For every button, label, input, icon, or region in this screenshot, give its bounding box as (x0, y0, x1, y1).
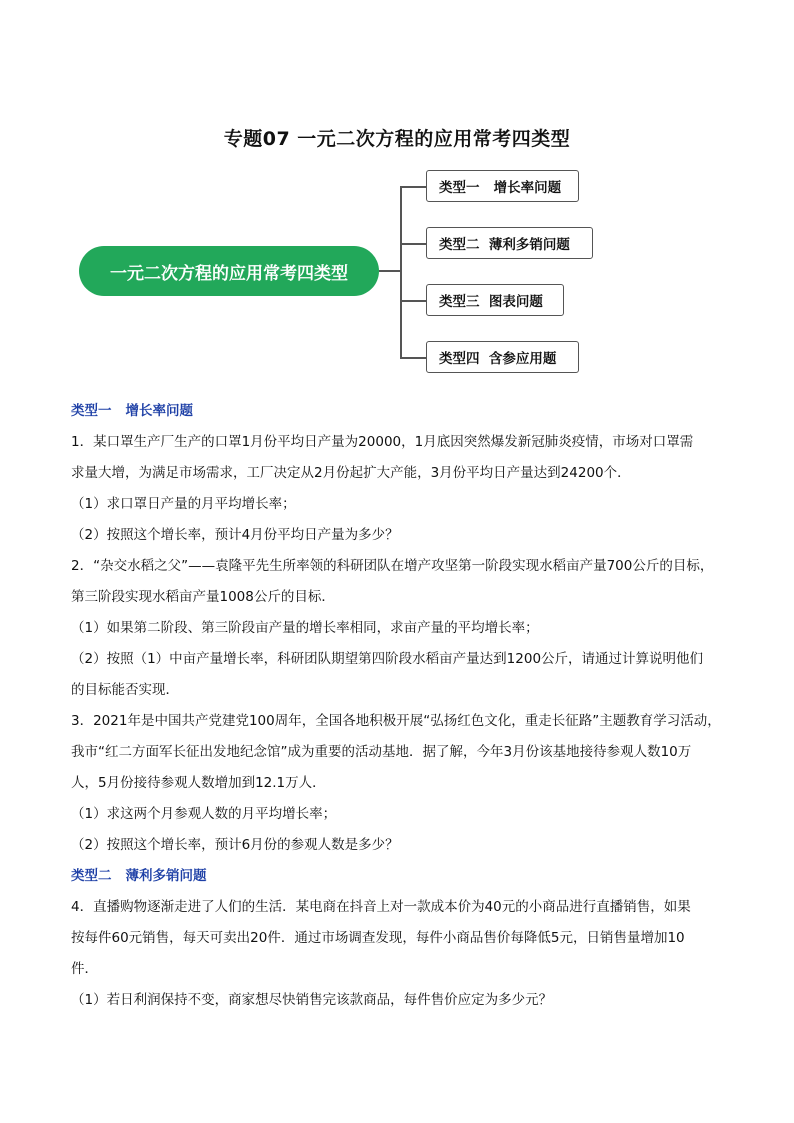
branch-type-2: 类型二 薄利多销问题 (426, 227, 593, 259)
text-line: 第三阶段实现水稻亩产量1008公斤的目标． (71, 589, 335, 605)
document-body (71, 396, 731, 1016)
connector-branch-1 (400, 186, 426, 188)
text-line: 3．2021年是中国共产党建党100周年，全国各地积极开展“弘扬红色文化，重走长征路”主题教育学习活动， (71, 713, 721, 729)
branch-type-3: 类型三 图表问题 (426, 284, 564, 316)
text-line: （2）按照这个增长率，预计6月份的参观人数是多少？ (71, 837, 399, 853)
branch-type-1: 类型一 增长率问题 (426, 170, 579, 202)
connector-branch-3 (400, 300, 426, 302)
text-line: 1．某口罩生产厂生产的口罩1月份平均日产量为20000，1月底因突然爆发新冠肺炎疫情，市场对口罩需 (71, 434, 694, 450)
text-line: 的目标能否实现． (71, 682, 179, 698)
text-line: （1）若日利润保持不变，商家想尽快销售完该款商品，每件售价应定为多少元？ (71, 992, 553, 1008)
text-line: （2）按照（1）中亩产量增长率，科研团队期望第四阶段水稻亩产量达到1200公斤，请通过计算说明他们 (71, 651, 704, 667)
text-line: 件． (71, 961, 98, 977)
page-title: 专题07 一元二次方程的应用常考四类型 (223, 128, 571, 150)
connector-trunk (400, 186, 402, 358)
mind-map (0, 160, 794, 385)
branch-type-4: 类型四 含参应用题 (426, 341, 579, 373)
text-line: 2．“杂交水稻之父”——袁隆平先生所率领的科研团队在增产攻坚第一阶段实现水稻亩产量700公斤的目标， (71, 558, 714, 574)
text-line: （2）按照这个增长率，预计4月份平均日产量为多少？ (71, 527, 399, 543)
connector-root (379, 270, 401, 272)
text-line: 求量大增，为满足市场需求，工厂决定从2月份起扩大产能，3月份平均日产量达到24200个． (71, 465, 631, 481)
section-heading: 类型二 薄利多销问题 (71, 868, 207, 884)
text-line: （1）求口罩日产量的月平均增长率； (71, 496, 296, 512)
text-line: （1）求这两个月参观人数的月平均增长率； (71, 806, 337, 822)
connector-branch-2 (400, 243, 426, 245)
text-line: 按每件60元销售，每天可卖出20件．通过市场调查发现，每件小商品售价每降低5元，日销售量增加10 (71, 930, 685, 946)
mind-map-root: 一元二次方程的应用常考四类型 (79, 246, 379, 296)
text-line: 4．直播购物逐渐走进了人们的生活．某电商在抖音上对一款成本价为40元的小商品进行直播销售，如果 (71, 899, 691, 915)
text-line: 我市“红二方面军长征出发地纪念馆”成为重要的活动基地．据了解，今年3月份该基地接待参观人数10万 (71, 744, 692, 760)
section-heading: 类型一 增长率问题 (71, 403, 193, 419)
text-line: 人，5月份接待参观人数增加到12.1万人． (71, 775, 326, 791)
text-line: （1）如果第二阶段、第三阶段亩产量的增长率相同，求亩产量的平均增长率； (71, 620, 539, 636)
connector-branch-4 (400, 357, 426, 359)
